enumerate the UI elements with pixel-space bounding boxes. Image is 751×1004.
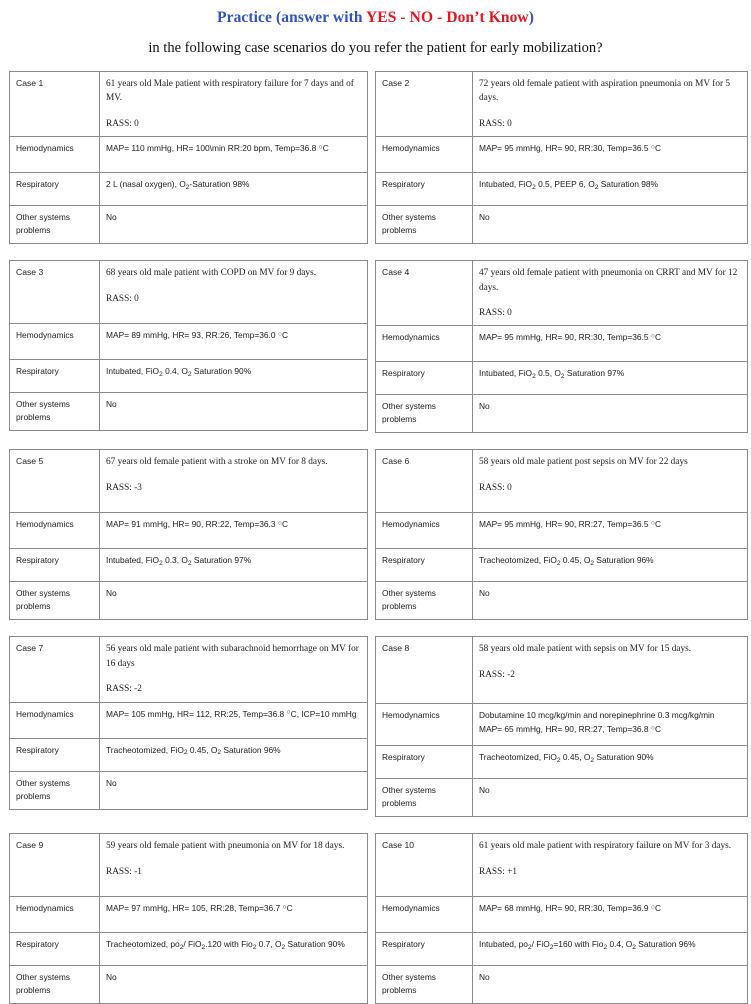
case-rass-score: RASS: -1 <box>106 866 142 877</box>
table-row <box>376 72 748 137</box>
case-table <box>375 260 748 433</box>
hemodynamics-value: MAP= 97 mmHg, HR= 105, RR:28, Temp=36.7 ○C <box>100 897 368 933</box>
respiratory-label: Respiratory <box>10 360 100 393</box>
other-systems-label: Other systems problems <box>376 966 473 1004</box>
respiratory-value: Intubated, $po_2/$ FiO$_2$=160 with Fio$_2$ 0.4, $O_2$ Saturation 96% <box>473 933 748 966</box>
respiratory-label: Respiratory <box>376 933 473 966</box>
respiratory-value: Tracheotomized, FiO$_2$ 0.45, $O_2$ Saturation 96% <box>473 549 748 582</box>
case-pair-row <box>9 71 748 244</box>
table-row <box>10 324 368 360</box>
hemodynamics-label: Hemodynamics <box>10 513 100 549</box>
hemodynamics-label: Hemodynamics <box>10 324 100 360</box>
respiratory-value: Intubated, FiO$_2$ 0.3, $O_2$ Saturation 97% <box>100 549 368 582</box>
case-scenario-cell <box>100 261 368 324</box>
table-row <box>376 261 748 326</box>
table-row <box>376 549 748 582</box>
other-systems-label: Other systems problems <box>10 582 100 620</box>
case-id-label: Case 1 <box>10 72 100 137</box>
case-scenario-cell <box>473 72 748 137</box>
respiratory-value: Tracheotomized, FiO$_2$ 0.45, $O_2$ Saturation 96% <box>100 738 368 771</box>
case-rass-score: RASS: +1 <box>479 866 518 877</box>
case-rass-score: RASS: -2 <box>479 669 515 680</box>
other-systems-value: No <box>473 395 748 433</box>
hemodynamics-value: MAP= 95 mmHg, HR= 90, RR:30, Temp=36.5 ○C <box>473 137 748 173</box>
case-id-label: Case 4 <box>376 261 473 326</box>
hemodynamics-value: Dobutamine 10 mcg/kg/min and norepinephrine 0.3 mcg/kg/min MAP= 65 mmHg, HR= 90, RR:27, Temp=36.8 ○C <box>473 704 748 746</box>
respiratory-value: Intubated, FiO$_2$ 0.5, PEEP 6, $O_2$ Saturation 98% <box>473 173 748 206</box>
table-row <box>10 206 368 244</box>
table-row <box>10 966 368 1004</box>
case-rass-score: RASS: 0 <box>479 118 512 129</box>
table-row <box>10 360 368 393</box>
table-row <box>10 450 368 513</box>
table-row <box>376 206 748 244</box>
table-row <box>376 637 748 704</box>
case-id-label: Case 3 <box>10 261 100 324</box>
case-scenario-text: 47 years old female patient with pneumonia on CRRT and MV for 12 days. <box>479 268 738 293</box>
case-scenario-text: 68 years old male patient with COPD on MV for 9 days. <box>106 268 317 279</box>
other-systems-label: Other systems problems <box>10 393 100 431</box>
table-row <box>376 513 748 549</box>
case-id-label: Case 7 <box>10 637 100 702</box>
hemodynamics-value: MAP= 68 mmHg, HR= 90, RR:30, Temp=36.9 ○C <box>473 897 748 933</box>
page-title-blue-prefix: Practice (answer with <box>217 9 366 26</box>
case-table <box>375 636 748 817</box>
case-rass-score: RASS: -3 <box>106 482 142 493</box>
table-row <box>376 395 748 433</box>
case-id-label: Case 2 <box>376 72 473 137</box>
hemodynamics-label: Hemodynamics <box>10 137 100 173</box>
case-id-label: Case 6 <box>376 450 473 513</box>
table-row <box>10 637 368 702</box>
case-table <box>9 833 368 1004</box>
case-scenario-cell <box>473 261 748 326</box>
respiratory-label: Respiratory <box>376 549 473 582</box>
case-scenario-text: 61 years old Male patient with respiratory failure for 7 days and of MV. <box>106 79 354 104</box>
other-systems-value: No <box>473 206 748 244</box>
other-systems-value: No <box>100 393 368 431</box>
case-id-label: Case 5 <box>10 450 100 513</box>
table-row <box>10 72 368 137</box>
case-table <box>9 449 368 620</box>
respiratory-label: Respiratory <box>376 173 473 206</box>
case-scenario-cell <box>100 450 368 513</box>
table-row <box>10 261 368 324</box>
case-rass-score: RASS: 0 <box>479 308 512 319</box>
case-pair-row <box>9 636 748 817</box>
table-row <box>376 137 748 173</box>
case-pair-row <box>9 833 748 1004</box>
case-rass-score: RASS: -2 <box>106 684 142 695</box>
page-title-red-answers: YES - NO - Don’t Know <box>366 9 529 26</box>
other-systems-value: No <box>473 966 748 1004</box>
hemodynamics-label: Hemodynamics <box>376 137 473 173</box>
table-row <box>376 897 748 933</box>
other-systems-value: No <box>473 779 748 817</box>
table-row <box>10 393 368 431</box>
table-row <box>10 513 368 549</box>
case-table <box>375 833 748 1004</box>
table-row <box>376 933 748 966</box>
respiratory-label: Respiratory <box>376 746 473 779</box>
other-systems-label: Other systems problems <box>10 771 100 809</box>
table-row <box>10 549 368 582</box>
case-scenario-text: 58 years old male patient with sepsis on MV for 15 days. <box>479 644 692 655</box>
other-systems-label: Other systems problems <box>376 395 473 433</box>
case-scenario-text: 59 years old female patient with pneumonia on MV for 18 days. <box>106 841 345 852</box>
hemodynamics-value: MAP= 91 mmHg, HR= 90, RR:22, Temp=36.3 ○C <box>100 513 368 549</box>
other-systems-value: No <box>100 771 368 809</box>
table-row <box>376 704 748 746</box>
respiratory-value: 2 L (nasal oxygen), $O_2$-Saturation 98% <box>100 173 368 206</box>
case-rass-score: RASS: 0 <box>479 482 512 493</box>
table-row <box>376 834 748 897</box>
table-row <box>10 702 368 738</box>
table-row <box>10 834 368 897</box>
table-row <box>376 450 748 513</box>
table-row <box>376 779 748 817</box>
table-row <box>10 137 368 173</box>
respiratory-value: Tracheotomized, $po_2/$ FiO$_2$.120 with Fio$_2$ 0.7, $O_2$ Saturation 90% <box>100 933 368 966</box>
case-scenario-cell <box>100 637 368 702</box>
case-rass-score: RASS: 0 <box>106 118 139 129</box>
case-scenario-text: 56 years old male patient with subarachnoid hemorrhage on MV for 16 days <box>106 644 359 669</box>
table-row <box>10 933 368 966</box>
hemodynamics-label: Hemodynamics <box>376 326 473 362</box>
case-scenario-text: 58 years old male patient post sepsis on MV for 22 days <box>479 457 688 468</box>
case-table <box>9 71 368 244</box>
respiratory-label: Respiratory <box>10 549 100 582</box>
hemodynamics-value: MAP= 89 mmHg, HR= 93, RR:26, Temp=36.0 ○C <box>100 324 368 360</box>
case-table <box>9 636 368 809</box>
hemodynamics-label: Hemodynamics <box>10 702 100 738</box>
other-systems-label: Other systems problems <box>10 206 100 244</box>
case-id-label: Case 8 <box>376 637 473 704</box>
table-row <box>376 582 748 620</box>
case-id-label: Case 9 <box>10 834 100 897</box>
other-systems-value: No <box>100 206 368 244</box>
table-row <box>10 582 368 620</box>
table-row <box>376 173 748 206</box>
other-systems-label: Other systems problems <box>10 966 100 1004</box>
respiratory-value: Intubated, FiO$_2$ 0.4, $O_2$ Saturation 90% <box>100 360 368 393</box>
case-scenario-cell <box>473 834 748 897</box>
table-row <box>10 897 368 933</box>
page-title <box>0 9 751 27</box>
hemodynamics-label: Hemodynamics <box>376 513 473 549</box>
case-table <box>375 449 748 620</box>
case-table <box>375 71 748 244</box>
case-pair-row <box>9 260 748 433</box>
table-row <box>376 746 748 779</box>
hemodynamics-label: Hemodynamics <box>10 897 100 933</box>
case-scenario-cell <box>100 72 368 137</box>
respiratory-label: Respiratory <box>10 933 100 966</box>
case-rass-score: RASS: 0 <box>106 293 139 304</box>
page-subtitle: in the following case scenarios do you refer the patient for early mobilization? <box>148 40 603 56</box>
page-title-blue-suffix: ) <box>528 9 534 26</box>
case-scenario-cell <box>473 637 748 704</box>
other-systems-value: No <box>100 966 368 1004</box>
table-row <box>10 738 368 771</box>
other-systems-label: Other systems problems <box>376 779 473 817</box>
other-systems-label: Other systems problems <box>376 582 473 620</box>
hemodynamics-value: MAP= 105 mmHg, HR= 112, RR:25, Temp=36.8 ○C, ICP=10 mmHg <box>100 702 368 738</box>
case-scenario-text: 61 years old male patient with respiratory failure on MV for 3 days. <box>479 841 732 852</box>
respiratory-value: Tracheotomized, FiO$_2$ 0.45, $O_2$ Saturation 90% <box>473 746 748 779</box>
hemodynamics-value: MAP= 95 mmHg, HR= 90, RR:27, Temp=36.5 ○C <box>473 513 748 549</box>
case-scenario-text: 67 years old female patient with a stroke on MV for 8 days. <box>106 457 328 468</box>
respiratory-value: Intubated, FiO$_2$ 0.5, $O_2$ Saturation 97% <box>473 362 748 395</box>
case-table <box>9 260 368 431</box>
hemodynamics-label: Hemodynamics <box>376 704 473 746</box>
table-row <box>10 173 368 206</box>
case-pair-row <box>9 449 748 620</box>
hemodynamics-value: MAP= 110 mmHg, HR= 100\min RR:20 bpm, Temp=36.8 ○C <box>100 137 368 173</box>
other-systems-value: No <box>473 582 748 620</box>
respiratory-label: Respiratory <box>376 362 473 395</box>
respiratory-label: Respiratory <box>10 738 100 771</box>
table-row <box>10 771 368 809</box>
table-row <box>376 326 748 362</box>
hemodynamics-value: MAP= 95 mmHg, HR= 90, RR:30, Temp=36.5 ○C <box>473 326 748 362</box>
case-scenario-text: 72 years old female patient with aspiration pneumonia on MV for 5 days. <box>479 79 731 104</box>
table-row <box>376 966 748 1004</box>
case-scenario-cell <box>100 834 368 897</box>
table-row <box>376 362 748 395</box>
case-id-label: Case 10 <box>376 834 473 897</box>
respiratory-label: Respiratory <box>10 173 100 206</box>
case-scenarios-grid <box>0 71 751 1004</box>
other-systems-label: Other systems problems <box>376 206 473 244</box>
other-systems-value: No <box>100 582 368 620</box>
hemodynamics-label: Hemodynamics <box>376 897 473 933</box>
case-scenario-cell <box>473 450 748 513</box>
